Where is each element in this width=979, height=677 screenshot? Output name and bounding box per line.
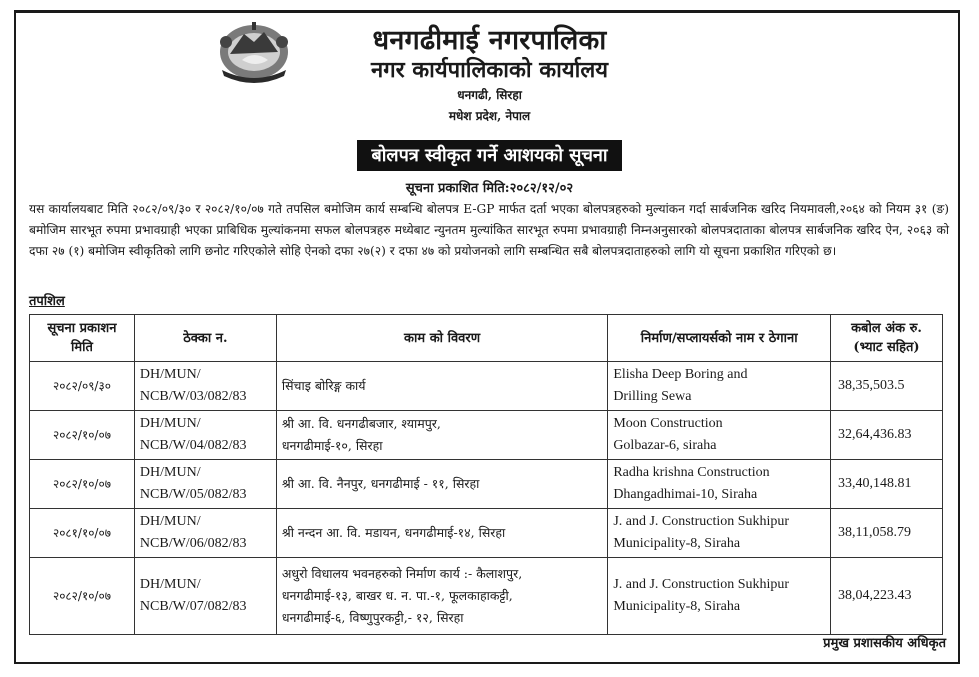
description-line: श्री नन्दन आ. वि. मडायन, धनगढीमाई-१४, सिरहा [281, 525, 506, 540]
description-line: धनगढीमाई-१०, सिरहा [281, 438, 383, 453]
contract-no-line: DH/MUN/ [139, 514, 201, 529]
cell-contract-no [134, 509, 276, 558]
contract-no-line: NCB/W/07/082/83 [139, 599, 247, 614]
firm-line: Elisha Deep Boring and [613, 367, 748, 382]
cell-contract-no [134, 460, 276, 509]
municipality-name: धनगढीमाई नगरपालिका [372, 25, 607, 56]
office-name: नगर कार्यपालिकाको कार्यालय [371, 57, 608, 83]
cell-firm [608, 411, 831, 460]
description-line: अधुरो विधालय भवनहरुको निर्माण कार्य :- कैलाशपुर, [281, 566, 523, 581]
table-row [30, 558, 943, 635]
firm-line: Dhangadhimai-10, Siraha [613, 487, 758, 502]
cell-contract-no [134, 558, 276, 635]
cell-amount: 38,11,058.79 [831, 509, 943, 558]
firm-line: J. and J. Construction Sukhipur [613, 577, 790, 592]
cell-amount: 33,40,148.81 [831, 460, 943, 509]
description-line: धनगढीमाई-६, विष्णुपुरकट्टी,- १२, सिरहा [281, 610, 464, 625]
cell-contract-no [134, 362, 276, 411]
contract-no-line: NCB/W/03/082/83 [139, 389, 247, 404]
firm-line: Municipality-8, Siraha [613, 599, 741, 614]
description-line: सिंचाइ बोरिङ्ग कार्य [281, 378, 366, 393]
firm-line: Drilling Sewa [613, 389, 692, 404]
table-row [30, 460, 943, 509]
table-row [30, 411, 943, 460]
notice-title: बोलपत्र स्वीकृत गर्ने आशयको सूचना [357, 140, 621, 171]
office-province: मधेश प्रदेश, नेपाल [448, 109, 531, 123]
firm-line: Municipality-8, Siraha [613, 536, 741, 551]
cell-description [276, 509, 607, 558]
cell-date: २०८१/१०/०७ [30, 509, 135, 558]
cell-date: २०८२/०९/३० [30, 362, 135, 411]
signoff-title: प्रमुख प्रशासकीय अधिकृत [823, 636, 946, 651]
cell-amount: 32,64,436.83 [831, 411, 943, 460]
firm-line: Golbazar-6, siraha [613, 438, 717, 453]
column-header-date: सूचना प्रकाशन मिति [30, 315, 135, 362]
description-line: श्री आ. वि. नैनपुर, धनगढीमाई - ११, सिरहा [281, 476, 480, 491]
cell-amount: 38,04,223.43 [831, 558, 943, 635]
cell-firm [608, 509, 831, 558]
table-header-row [30, 315, 943, 362]
notice-body: यस कार्यालयबाट मिति २०८२/०९/३० र २०८२/१०/०७ गते तपसिल बमोजिम कार्य सम्बन्धि बोलपत्र E-GP मार्फत दर्ता भएका बोलपत्रहरुको मुल्यांकन गर्दा सार्बजनिक खरिद नियमावली,२०६४ को नियम ३१ (ङ) बमोजिम सारभूत रुपमा प्रभावग्राही भएका प्राबिधिक मुल्यांकनमा सफल बोलपत्रहरु मध्येबाट न्युनतम मुल्यांकित सारभूत रुपमा प्रभावग्राही निम्नअनुसारको बोलपत्रदाताका बोलपत्र सार्बजनिक खरिद ऐन, २०६३ को दफा २७ (१) बमोजिम स्वीकृतिको लागि छनोट गरिएकोले सोहि ऐनको दफा २७(२) र दफा ४७ को प्रयोजनको लागि सम्बन्धित सबै बोलपत्रदाताहरुको लागि यो सूचना प्रकाशित गरिएको छ। [29, 202, 949, 258]
firm-line: J. and J. Construction Sukhipur [613, 514, 790, 529]
column-header-contract-no: ठेक्का न. [134, 315, 276, 362]
cell-date: २०८२/१०/०७ [30, 411, 135, 460]
contract-no-line: DH/MUN/ [139, 367, 201, 382]
firm-line: Radha krishna Construction [613, 465, 770, 480]
cell-description [276, 362, 607, 411]
cell-contract-no [134, 411, 276, 460]
cell-description [276, 411, 607, 460]
cell-firm [608, 558, 831, 635]
table-row [30, 362, 943, 411]
column-header-amount: कबोल अंक रु. (भ्याट सहित) [831, 315, 943, 362]
description-line: धनगढीमाई-१३, बाखर ध. न. पा.-१, फूलकाहाकट्टी, [281, 588, 513, 603]
office-location: धनगढी, सिरहा [457, 88, 522, 102]
column-header-firm: निर्माण/सप्लायर्सको नाम र ठेगाना [608, 315, 831, 362]
cell-description [276, 460, 607, 509]
contract-no-line: DH/MUN/ [139, 416, 201, 431]
cell-date: २०८२/१०/०७ [30, 558, 135, 635]
description-line: श्री आ. वि. धनगढीबजार, श्यामपुर, [281, 416, 441, 431]
section-label: तपशिल [29, 294, 65, 309]
cell-firm [608, 362, 831, 411]
contract-no-line: DH/MUN/ [139, 577, 201, 592]
contract-no-line: NCB/W/04/082/83 [139, 438, 247, 453]
cell-firm [608, 460, 831, 509]
firm-line: Moon Construction [613, 416, 723, 431]
cell-description [276, 558, 607, 635]
column-header-description: काम को विवरण [276, 315, 607, 362]
table-row [30, 509, 943, 558]
notice-published-date: सूचना प्रकाशित मिति:२०८२/१२/०२ [405, 181, 574, 196]
contract-no-line: DH/MUN/ [139, 465, 201, 480]
cell-date: २०८२/१०/०७ [30, 460, 135, 509]
bid-table [29, 314, 943, 635]
contract-no-line: NCB/W/06/082/83 [139, 536, 247, 551]
contract-no-line: NCB/W/05/082/83 [139, 487, 247, 502]
cell-amount: 38,35,503.5 [831, 362, 943, 411]
